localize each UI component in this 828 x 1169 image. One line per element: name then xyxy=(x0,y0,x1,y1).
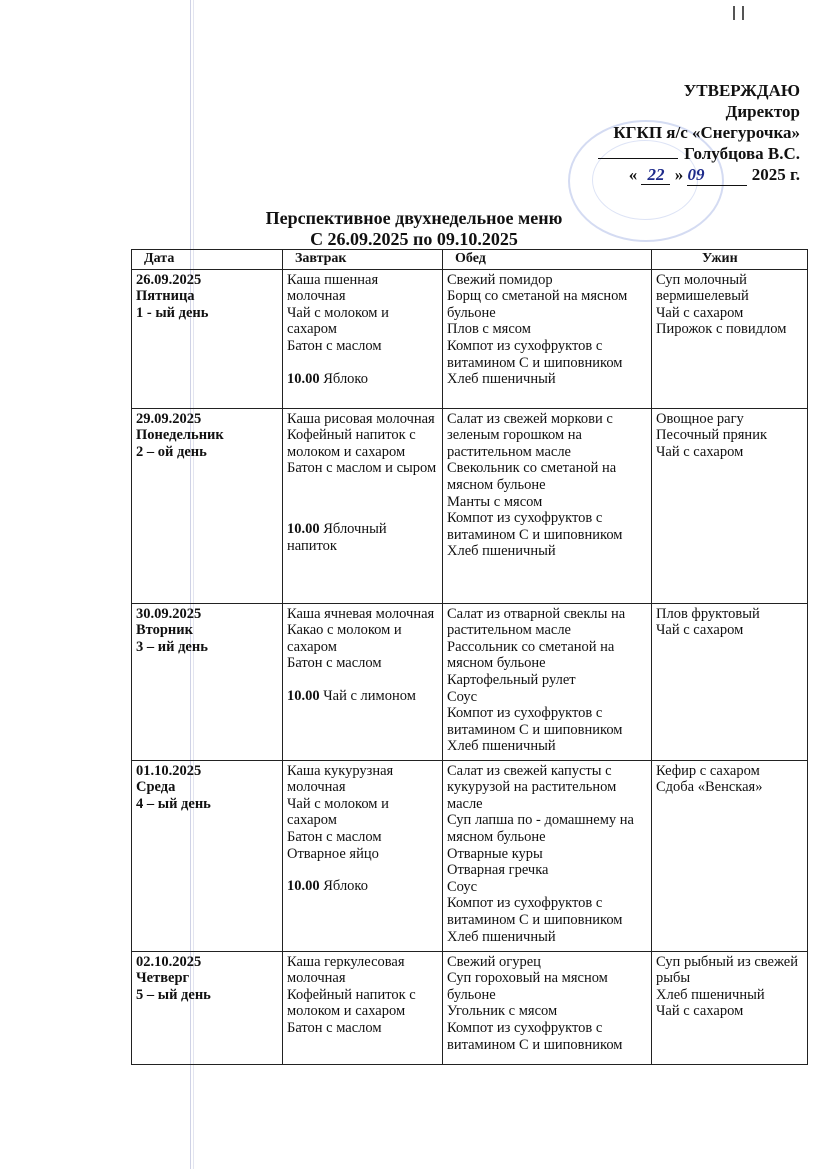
approval-heading: УТВЕРЖДАЮ xyxy=(683,81,800,100)
date-cell-date: 01.10.2025 xyxy=(136,762,202,779)
lunch-item: Плов с мясом xyxy=(447,321,531,338)
breakfast-item: Батон с маслом xyxy=(287,1019,382,1036)
dinner-item: Чай с сахаром xyxy=(656,1003,744,1020)
lunch-item: Салат из отварной свеклы на растительном масле xyxy=(447,605,626,639)
date-cell xyxy=(132,408,283,603)
date-cell xyxy=(132,269,283,408)
date-cell-daynum: 4 – ый день xyxy=(136,795,211,812)
lunch-cell xyxy=(443,603,652,760)
scan-mark xyxy=(742,6,744,20)
snack-name: Чай с лимоном xyxy=(323,687,416,704)
breakfast-item: Каша ячневая молочная xyxy=(287,605,435,622)
dinner-item: Пирожок с повидлом xyxy=(656,321,787,338)
lunch-item: Компот из сухофруктов с витамином С и шиповником xyxy=(447,895,623,928)
snack-item xyxy=(287,878,438,895)
dinner-cell xyxy=(652,603,808,760)
scan-mark xyxy=(733,6,735,20)
approval-date-month: 09 xyxy=(687,164,747,186)
snack-time: 10.00 xyxy=(287,878,320,895)
lunch-item: Свежий помидор xyxy=(447,271,553,288)
header-date: Дата xyxy=(132,250,283,270)
breakfast-item: Чай с молоком и сахаром xyxy=(287,795,389,829)
page-title: Перспективное двухнедельное меню xyxy=(265,208,563,228)
breakfast-cell xyxy=(283,951,443,1064)
lunch-item: Компот из сухофруктов с витамином С и шиповником xyxy=(447,705,623,738)
dinner-item: Чай с сахаром xyxy=(656,622,744,639)
table-body xyxy=(132,269,808,1064)
breakfast-cell xyxy=(283,603,443,760)
header-dinner: Ужин xyxy=(652,250,808,270)
snack-name: Яблочный напиток xyxy=(287,520,387,554)
lunch-item: Соус xyxy=(447,878,478,895)
date-cell-weekday: Понедельник xyxy=(136,427,224,444)
snack-item xyxy=(287,371,438,388)
breakfast-item: Батон с маслом xyxy=(287,337,382,354)
date-cell-daynum: 1 - ый день xyxy=(136,304,209,321)
header-lunch: Обед xyxy=(443,250,652,270)
date-cell-weekday: Среда xyxy=(136,779,176,796)
dinner-cell xyxy=(652,269,808,408)
lunch-item: Борщ со сметаной на мясном бульоне xyxy=(447,288,628,321)
dinner-item: Чай с сахаром xyxy=(656,443,744,460)
date-cell xyxy=(132,603,283,760)
lunch-item: Суп лапша по - домашнему на мясном бульоне xyxy=(447,812,634,845)
breakfast-item: Кофейный напиток с молоком и сахаром xyxy=(287,986,416,1020)
dinner-item: Суп молочный вермишелевый xyxy=(656,271,749,305)
dinner-item: Хлеб пшеничный xyxy=(656,986,765,1003)
lunch-item: Отварная гречка xyxy=(447,862,549,879)
breakfast-item: Каша кукурузная молочная xyxy=(287,762,394,796)
date-cell-date: 29.09.2025 xyxy=(136,410,202,427)
breakfast-item: Батон с маслом и сыром xyxy=(287,460,437,477)
snack-name: Яблоко xyxy=(323,878,368,895)
lunch-item: Компот из сухофруктов с витамином С и шиповником xyxy=(447,510,623,543)
lunch-item: Отварные куры xyxy=(447,845,543,862)
lunch-item: Хлеб пшеничный xyxy=(447,543,556,560)
breakfast-item: Чай с молоком и сахаром xyxy=(287,304,389,338)
table-row xyxy=(132,603,808,760)
lunch-cell xyxy=(443,408,652,603)
lunch-item: Хлеб пшеничный xyxy=(447,371,556,388)
dinner-item: Суп рыбный из свежей рыбы xyxy=(656,953,798,987)
breakfast-item: Каша геркулесовая молочная xyxy=(287,953,405,987)
snack-name: Яблоко xyxy=(323,370,368,387)
lunch-item: Салат из свежей моркови с зеленым горошком на растительном масле xyxy=(447,410,613,460)
date-cell-date: 30.09.2025 xyxy=(136,605,202,622)
approval-date: « 22 » 09 2025 г. xyxy=(628,165,800,184)
snack-time: 10.00 xyxy=(287,687,320,704)
approval-position: Директор xyxy=(725,102,800,121)
lunch-item: Суп гороховый на мясном бульоне xyxy=(447,970,608,1003)
date-cell-daynum: 5 – ый день xyxy=(136,986,211,1003)
snack-time: 10.00 xyxy=(287,370,320,387)
lunch-item: Салат из свежей капусты с кукурузой на растительном масле xyxy=(447,762,617,812)
date-cell-weekday: Четверг xyxy=(136,970,190,987)
lunch-cell xyxy=(443,760,652,951)
approval-date-day: 22 xyxy=(641,165,670,185)
lunch-item: Рассольник со сметаной на мясном бульоне xyxy=(447,638,615,672)
approval-organization: КГКП я/с «Снегурочка» xyxy=(613,123,800,142)
dinner-item: Овощное рагу xyxy=(656,410,744,427)
date-cell-daynum: 2 – ой день xyxy=(136,443,207,460)
date-cell xyxy=(132,951,283,1064)
date-cell-date: 02.10.2025 xyxy=(136,953,202,970)
breakfast-item: Какао с молоком и сахаром xyxy=(287,622,402,655)
lunch-item: Свежий огурец xyxy=(447,953,541,970)
lunch-item: Компот из сухофруктов с витамином С и шиповником xyxy=(447,337,623,371)
dinner-item: Чай с сахаром xyxy=(656,304,744,321)
menu-table xyxy=(131,249,808,1065)
lunch-item: Картофельный рулет xyxy=(447,671,576,688)
table-row xyxy=(132,408,808,603)
table-row xyxy=(132,269,808,408)
dinner-item: Песочный пряник xyxy=(656,427,768,444)
dinner-cell xyxy=(652,951,808,1064)
breakfast-cell xyxy=(283,269,443,408)
breakfast-item: Батон с маслом xyxy=(287,828,382,845)
lunch-item: Компот из сухофруктов с витамином С и шиповником xyxy=(447,1019,623,1053)
dinner-item: Сдоба «Венская» xyxy=(656,779,763,796)
date-cell-weekday: Вторник xyxy=(136,622,193,639)
snack-item xyxy=(287,521,438,554)
table-row xyxy=(132,951,808,1064)
lunch-item: Соус xyxy=(447,688,478,705)
breakfast-item: Каша пшенная молочная xyxy=(287,271,379,305)
table-header-row xyxy=(132,250,808,270)
approval-block xyxy=(598,80,800,186)
breakfast-item: Отварное яйцо xyxy=(287,845,379,862)
breakfast-item: Кофейный напиток с молоком и сахаром xyxy=(287,427,416,460)
lunch-cell xyxy=(443,269,652,408)
date-cell-weekday: Пятница xyxy=(136,288,195,305)
header-breakfast: Завтрак xyxy=(283,250,443,270)
date-cell xyxy=(132,760,283,951)
dinner-cell xyxy=(652,760,808,951)
date-cell-daynum: 3 – ий день xyxy=(136,638,208,655)
dinner-cell xyxy=(652,408,808,603)
approval-name: Голубцова В.С. xyxy=(598,143,800,164)
breakfast-item: Батон с маслом xyxy=(287,655,382,672)
lunch-item: Манты с мясом xyxy=(447,493,543,510)
breakfast-cell xyxy=(283,408,443,603)
date-cell-date: 26.09.2025 xyxy=(136,271,202,288)
lunch-item: Угольник с мясом xyxy=(447,1003,558,1020)
snack-item xyxy=(287,688,438,705)
lunch-cell xyxy=(443,951,652,1064)
lunch-item: Хлеб пшеничный xyxy=(447,738,556,755)
dinner-item: Плов фруктовый xyxy=(656,605,760,622)
table-row xyxy=(132,760,808,951)
breakfast-item: Каша рисовая молочная xyxy=(287,410,435,427)
snack-time: 10.00 xyxy=(287,520,320,537)
lunch-item: Хлеб пшеничный xyxy=(447,928,556,945)
dinner-item: Кефир с сахаром xyxy=(656,762,760,779)
breakfast-cell xyxy=(283,760,443,951)
page-subtitle: С 26.09.2025 по 09.10.2025 xyxy=(310,229,518,249)
lunch-item: Свекольник со сметаной на мясном бульоне xyxy=(447,460,617,493)
